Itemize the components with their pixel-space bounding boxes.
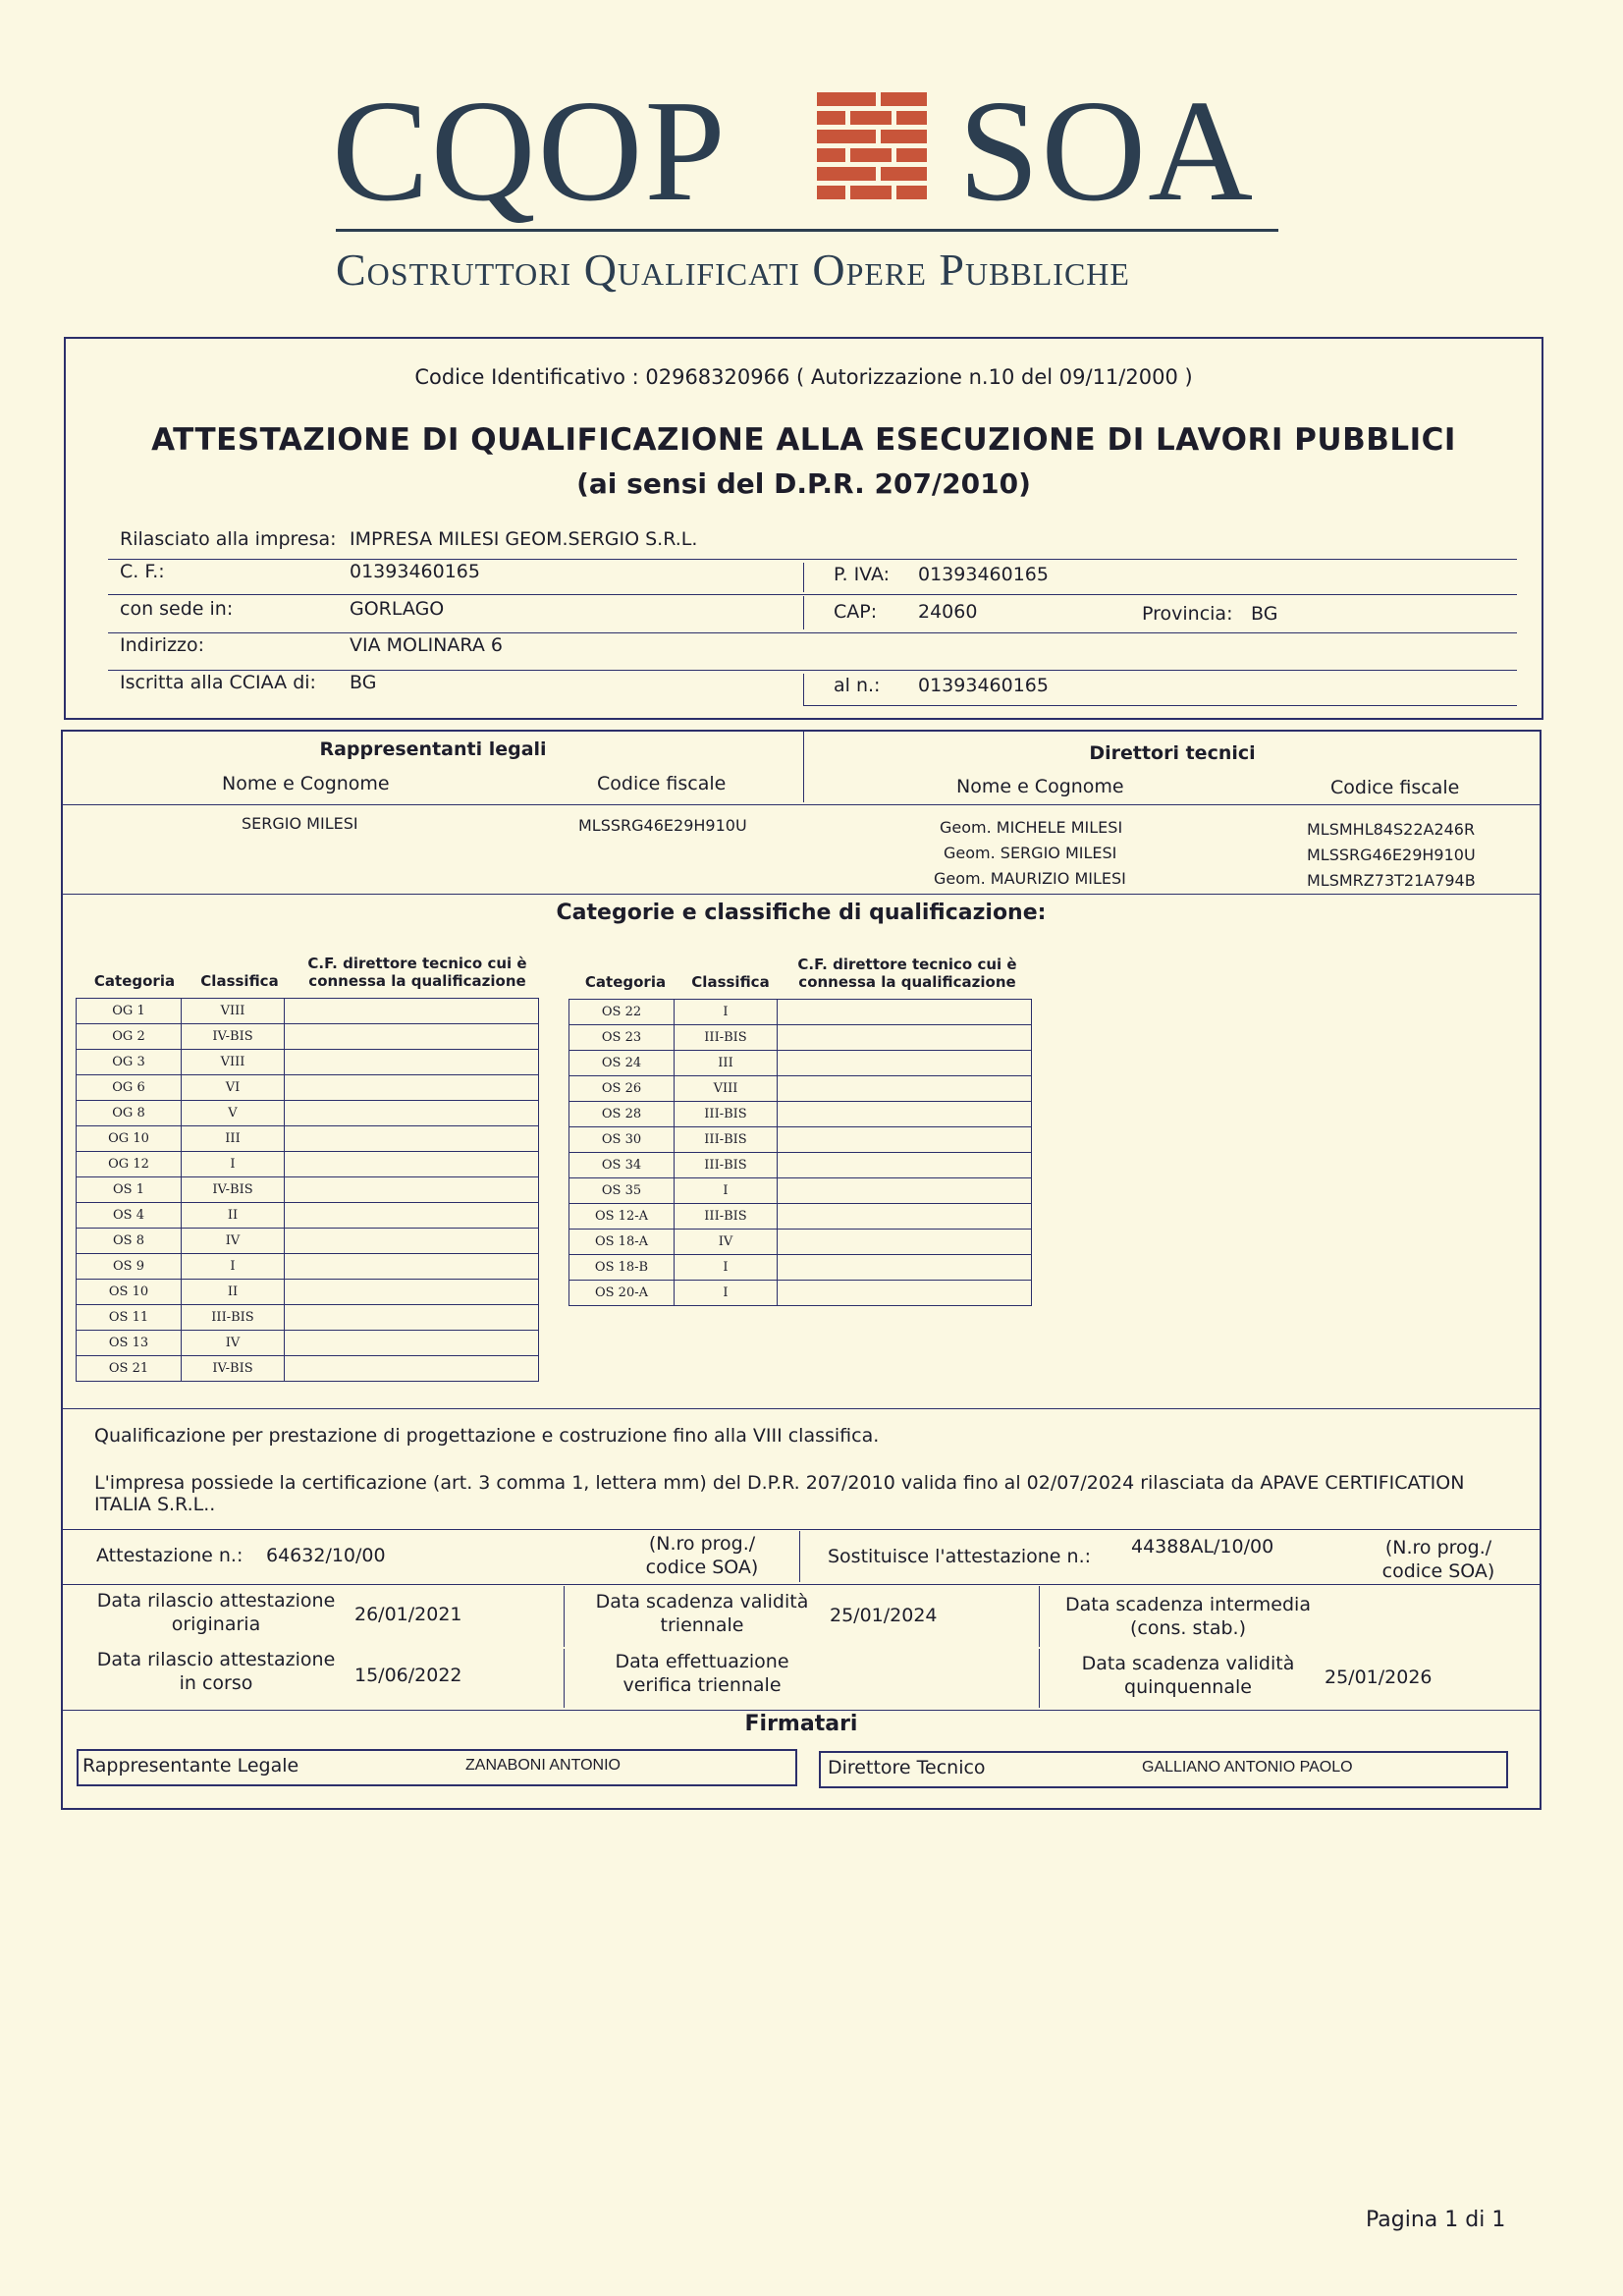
category-class: III (675, 1051, 778, 1076)
legal-name-header: Nome e Cognome (222, 773, 390, 794)
orig-date-label-1: Data rilascio attestazione (96, 1590, 336, 1612)
right-col-cf-header-2: connessa la qualificazione (798, 973, 1016, 991)
aln-label: al n.: (834, 675, 881, 696)
legal-cf-header: Codice fiscale (597, 773, 727, 794)
tech-dir-cf: MLSMRZ73T21A794B (1307, 871, 1476, 890)
col-divider (1039, 1649, 1040, 1708)
category-code: OS 34 (569, 1153, 675, 1178)
categories-title: Categorie e classifiche di qualificazione: (556, 901, 1047, 925)
cciaa-value: BG (350, 672, 377, 693)
col-divider (1039, 1586, 1040, 1647)
category-row (569, 1230, 1032, 1255)
left-category-table (76, 998, 539, 1382)
category-tech-cf (778, 1204, 1032, 1230)
category-tech-cf (285, 999, 539, 1024)
category-code: OG 12 (77, 1152, 182, 1177)
legal-rep-cf: MLSSRG46E29H910U (578, 816, 747, 835)
current-date-value: 15/06/2022 (354, 1665, 462, 1686)
triennial-exp-value: 25/01/2024 (830, 1605, 938, 1626)
row-divider (108, 632, 1517, 633)
row-divider (63, 894, 1540, 895)
category-tech-cf (778, 1025, 1032, 1051)
category-row (77, 1356, 539, 1382)
category-class: III-BIS (675, 1102, 778, 1127)
category-code: OG 10 (77, 1126, 182, 1152)
attestation-number-label: Attestazione n.: (96, 1545, 243, 1566)
legal-reps-title: Rappresentanti legali (319, 738, 547, 760)
category-code: OG 3 (77, 1050, 182, 1075)
row-divider (63, 1710, 1540, 1711)
category-code: OG 6 (77, 1075, 182, 1101)
category-code: OS 18-B (569, 1255, 675, 1281)
category-class: III-BIS (182, 1305, 285, 1331)
category-row (569, 1178, 1032, 1204)
row-divider (108, 559, 1517, 560)
category-row (77, 1024, 539, 1050)
col-divider (803, 674, 804, 705)
category-code: OG 1 (77, 999, 182, 1024)
category-class: I (675, 1000, 778, 1025)
address-value: VIA MOLINARA 6 (350, 634, 503, 656)
category-code: OS 23 (569, 1025, 675, 1051)
category-row (569, 1025, 1032, 1051)
category-tech-cf (778, 1153, 1032, 1178)
category-tech-cf (285, 1050, 539, 1075)
category-class: VIII (182, 1050, 285, 1075)
issued-label: Rilasciato alla impresa: (120, 528, 337, 550)
category-tech-cf (285, 1305, 539, 1331)
seat-value: GORLAGO (350, 598, 445, 620)
attestation-number-value: 64632/10/00 (266, 1545, 386, 1566)
prog-code-line1: (N.ro prog./ (648, 1533, 756, 1555)
cert-note-line2: ITALIA S.R.L.. (94, 1494, 216, 1515)
identifier-line: Codice Identificativo : 02968320966 ( Autorizzazione n.10 del 09/11/2000 ) (414, 365, 1193, 389)
category-tech-cf (285, 1126, 539, 1152)
category-class: VI (182, 1075, 285, 1101)
prog-code-line2: codice SOA) (1381, 1560, 1495, 1582)
category-class: I (675, 1255, 778, 1281)
category-row (77, 1101, 539, 1126)
piva-value: 01393460165 (918, 564, 1049, 585)
category-class: IV (182, 1331, 285, 1356)
category-code: OS 21 (77, 1356, 182, 1382)
category-row (569, 1127, 1032, 1153)
cert-note-line1: L'impresa possiede la certificazione (art. 3 comma 1, lettera mm) del D.P.R. 207/2010 valida fino al 02/07/2024 rilasciata da APAVE CERTIFICATION (94, 1472, 1465, 1494)
document-subtitle: (ai sensi del D.P.R. 207/2010) (576, 467, 1031, 500)
category-class: II (182, 1203, 285, 1229)
quinquennial-exp-label-1: Data scadenza validità (1081, 1653, 1295, 1674)
category-class: VIII (182, 999, 285, 1024)
category-row (77, 1305, 539, 1331)
col-divider (799, 1531, 800, 1582)
category-row (77, 1075, 539, 1101)
category-class: I (182, 1152, 285, 1177)
category-tech-cf (285, 1024, 539, 1050)
row-divider (108, 594, 1517, 595)
category-code: OS 30 (569, 1127, 675, 1153)
province-label: Provincia: (1142, 603, 1233, 625)
brick-logo-icon (817, 92, 927, 200)
category-code: OS 1 (77, 1177, 182, 1203)
category-class: III (182, 1126, 285, 1152)
replaces-label: Sostituisce l'attestazione n.: (828, 1546, 1092, 1567)
col-divider (803, 563, 804, 592)
right-col-cf-header-1: C.F. direttore tecnico cui è (797, 956, 1017, 973)
right-col-class-header: Classifica (691, 973, 770, 991)
category-class: II (182, 1280, 285, 1305)
category-tech-cf (285, 1280, 539, 1305)
category-row (77, 1203, 539, 1229)
page-number: Pagina 1 di 1 (1366, 2208, 1506, 2232)
category-row (569, 1000, 1032, 1025)
category-class: III-BIS (675, 1025, 778, 1051)
triennial-exp-label-1: Data scadenza validità (595, 1591, 809, 1613)
tech-dir-name: Geom. MAURIZIO MILESI (934, 869, 1126, 888)
category-row (77, 999, 539, 1024)
category-row (569, 1076, 1032, 1102)
aln-value: 01393460165 (918, 675, 1049, 696)
category-code: OS 13 (77, 1331, 182, 1356)
category-code: OS 28 (569, 1102, 675, 1127)
row-divider (803, 705, 1517, 706)
tech-dir-cf: MLSSRG46E29H910U (1307, 846, 1476, 864)
category-row (569, 1051, 1032, 1076)
category-tech-cf (285, 1177, 539, 1203)
legal-rep-name: SERGIO MILESI (242, 814, 358, 833)
category-code: OS 20-A (569, 1281, 675, 1306)
category-class: VIII (675, 1076, 778, 1102)
category-tech-cf (778, 1000, 1032, 1025)
category-code: OS 24 (569, 1051, 675, 1076)
category-code: OS 35 (569, 1178, 675, 1204)
category-tech-cf (778, 1102, 1032, 1127)
quinquennial-exp-label-2: quinquennale (1124, 1676, 1252, 1698)
tech-cf-header: Codice fiscale (1330, 777, 1460, 798)
category-row (77, 1280, 539, 1305)
triennial-exp-label-2: triennale (660, 1614, 744, 1636)
category-row (77, 1331, 539, 1356)
category-code: OS 4 (77, 1203, 182, 1229)
right-category-table (568, 999, 1032, 1306)
category-code: OS 9 (77, 1254, 182, 1280)
address-label: Indirizzo: (120, 634, 205, 656)
left-col-category-header: Categoria (93, 972, 176, 990)
tech-dir-cf: MLSMHL84S22A246R (1307, 820, 1476, 839)
piva-label: P. IVA: (834, 564, 891, 585)
category-class: I (182, 1254, 285, 1280)
cciaa-label: Iscritta alla CCIAA di: (120, 672, 316, 693)
category-code: OG 2 (77, 1024, 182, 1050)
category-class: III-BIS (675, 1127, 778, 1153)
issued-value: IMPRESA MILESI GEOM.SERGIO S.R.L. (350, 528, 698, 550)
design-note: Qualificazione per prestazione di progettazione e costruzione fino alla VIII classifica. (94, 1425, 880, 1447)
category-class: IV (675, 1230, 778, 1255)
prog-code-line1: (N.ro prog./ (1384, 1537, 1492, 1558)
logo-subtitle: Costruttori Qualificati Opere Pubbliche (336, 245, 1130, 295)
logo-rule (336, 229, 1278, 232)
row-divider (63, 1408, 1540, 1409)
category-row (569, 1153, 1032, 1178)
tech-name-header: Nome e Cognome (956, 776, 1124, 797)
category-tech-cf (778, 1281, 1032, 1306)
orig-date-value: 26/01/2021 (354, 1604, 462, 1625)
category-tech-cf (285, 1254, 539, 1280)
category-code: OS 8 (77, 1229, 182, 1254)
left-col-cf-header-2: connessa la qualificazione (308, 972, 526, 990)
category-class: III-BIS (675, 1204, 778, 1230)
category-row (569, 1281, 1032, 1306)
tech-signer-label: Direttore Tecnico (828, 1757, 986, 1778)
category-class: IV-BIS (182, 1356, 285, 1382)
category-tech-cf (778, 1127, 1032, 1153)
tech-dir-name: Geom. MICHELE MILESI (940, 818, 1123, 837)
category-row (77, 1050, 539, 1075)
orig-date-label-2: originaria (171, 1613, 261, 1635)
current-date-label-2: in corso (179, 1672, 253, 1694)
tech-signer-name: GALLIANO ANTONIO PAOLO (1142, 1759, 1353, 1776)
category-row (569, 1102, 1032, 1127)
category-row (77, 1152, 539, 1177)
category-class: III-BIS (675, 1153, 778, 1178)
category-tech-cf (285, 1101, 539, 1126)
category-code: OG 8 (77, 1101, 182, 1126)
mid-exp-label-1: Data scadenza intermedia (1065, 1594, 1311, 1615)
category-class: IV-BIS (182, 1024, 285, 1050)
category-tech-cf (285, 1203, 539, 1229)
row-divider (63, 1584, 1540, 1585)
category-class: IV (182, 1229, 285, 1254)
category-row (77, 1254, 539, 1280)
legal-signer-label: Rappresentante Legale (82, 1755, 299, 1777)
category-tech-cf (778, 1076, 1032, 1102)
cap-value: 24060 (918, 601, 978, 623)
category-code: OS 26 (569, 1076, 675, 1102)
category-code: OS 22 (569, 1000, 675, 1025)
row-divider (63, 1529, 1540, 1530)
left-col-class-header: Classifica (200, 972, 279, 990)
category-tech-cf (285, 1152, 539, 1177)
current-date-label-1: Data rilascio attestazione (96, 1649, 336, 1670)
category-row (77, 1177, 539, 1203)
replaces-value: 44388AL/10/00 (1131, 1536, 1274, 1558)
mid-exp-label-2: (cons. stab.) (1129, 1617, 1246, 1639)
cap-label: CAP: (834, 601, 878, 623)
logo-acronym-left: CQOP (332, 71, 728, 232)
category-row (77, 1229, 539, 1254)
province-value: BG (1251, 603, 1278, 625)
legal-signer-name: ZANABONI ANTONIO (465, 1757, 621, 1774)
category-tech-cf (285, 1331, 539, 1356)
tech-dirs-title: Direttori tecnici (1089, 742, 1256, 764)
left-col-cf-header-1: C.F. direttore tecnico cui è (307, 955, 527, 972)
category-code: OS 18-A (569, 1230, 675, 1255)
col-divider (803, 596, 804, 629)
category-tech-cf (285, 1356, 539, 1382)
document-title: ATTESTAZIONE DI QUALIFICAZIONE ALLA ESECUZIONE DI LAVORI PUBBLICI (151, 422, 1456, 458)
category-tech-cf (778, 1230, 1032, 1255)
category-tech-cf (285, 1075, 539, 1101)
category-row (77, 1126, 539, 1152)
seat-label: con sede in: (120, 598, 234, 620)
tech-dir-name: Geom. SERGIO MILESI (944, 844, 1117, 862)
category-code: OS 11 (77, 1305, 182, 1331)
category-row (569, 1204, 1032, 1230)
category-code: OS 10 (77, 1280, 182, 1305)
category-code: OS 12-A (569, 1204, 675, 1230)
category-class: IV-BIS (182, 1177, 285, 1203)
category-class: I (675, 1178, 778, 1204)
prog-code-line2: codice SOA) (645, 1557, 759, 1578)
category-tech-cf (778, 1051, 1032, 1076)
category-class: V (182, 1101, 285, 1126)
category-tech-cf (285, 1229, 539, 1254)
category-tech-cf (778, 1178, 1032, 1204)
signers-title: Firmatari (744, 1712, 858, 1736)
triennial-verify-label-2: verifica triennale (622, 1674, 782, 1696)
category-class: I (675, 1281, 778, 1306)
col-divider (803, 732, 804, 802)
row-divider (63, 804, 1540, 805)
cf-value: 01393460165 (350, 561, 480, 582)
row-divider (108, 670, 1517, 671)
triennial-verify-label-1: Data effettuazione (615, 1651, 789, 1672)
category-tech-cf (778, 1255, 1032, 1281)
cf-label: C. F.: (120, 561, 165, 582)
category-row (569, 1255, 1032, 1281)
quinquennial-exp-value: 25/01/2026 (1325, 1667, 1433, 1688)
logo-acronym-right: SOA (958, 71, 1256, 232)
right-col-category-header: Categoria (584, 973, 667, 991)
